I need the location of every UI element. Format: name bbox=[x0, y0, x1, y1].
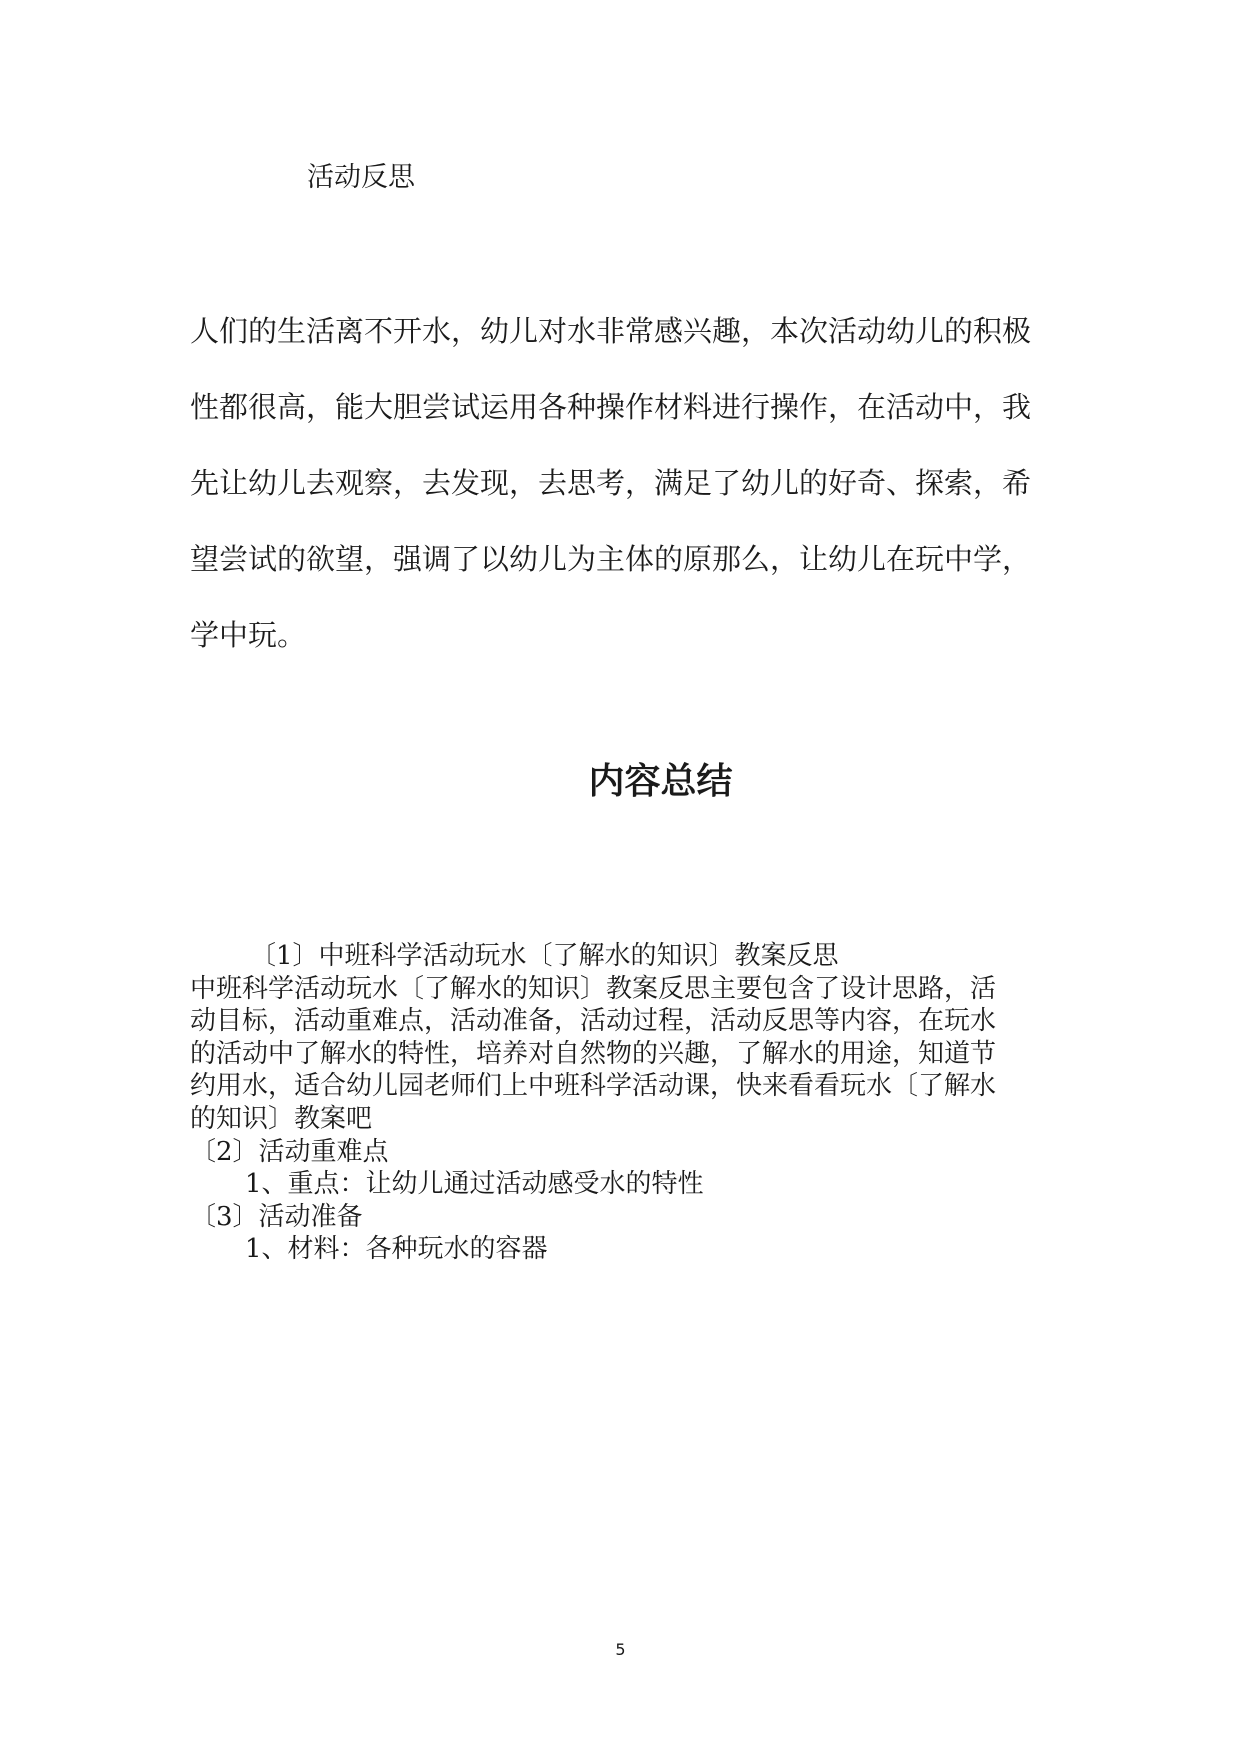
summary-item-detail: 1、重点：让幼儿通过活动感受水的特性 bbox=[245, 1169, 704, 1200]
page-number: 5 bbox=[615, 1640, 626, 1659]
summary-item-title: 〔2〕活动重难点 bbox=[190, 1136, 389, 1167]
summary-line: 的活动中了解水的特性，培养对自然物的兴趣，了解水的用途，知道节 bbox=[190, 1038, 997, 1069]
reflection-paragraph bbox=[190, 306, 1050, 686]
summary-title: 内容总结 bbox=[588, 760, 733, 802]
summary-item-detail: 1、材料：各种玩水的容器 bbox=[245, 1234, 548, 1265]
paragraph-line: 性都很高，能大胆尝试运用各种操作材料进行操作，在活动中，我 bbox=[190, 390, 1032, 424]
section-heading: 活动反思 bbox=[307, 162, 415, 193]
paragraph-line: 先让幼儿去观察，去发现，去思考，满足了幼儿的好奇、探索，希 bbox=[190, 466, 1032, 500]
paragraph-line: 望尝试的欲望，强调了以幼儿为主体的原那么，让幼儿在玩中学， bbox=[190, 542, 1032, 576]
summary-item-title: 〔1〕中班科学活动玩水〔了解水的知识〕教案反思 bbox=[250, 941, 839, 971]
summary-item-title: 〔3〕活动准备 bbox=[190, 1201, 363, 1232]
summary-line: 约用水，适合幼儿园老师们上中班科学活动课，快来看看玩水〔了解水 bbox=[190, 1071, 997, 1102]
summary-block bbox=[190, 940, 1050, 1266]
paragraph-line: 人们的生活离不开水，幼儿对水非常感兴趣，本次活动幼儿的积极 bbox=[190, 314, 1032, 348]
summary-line: 的知识〕教案吧 bbox=[190, 1103, 373, 1134]
summary-line: 动目标，活动重难点，活动准备，活动过程，活动反思等内容，在玩水 bbox=[190, 1006, 997, 1037]
paragraph-line: 学中玩。 bbox=[190, 618, 307, 652]
summary-line: 中班科学活动玩水〔了解水的知识〕教案反思主要包含了设计思路，活 bbox=[190, 973, 997, 1004]
